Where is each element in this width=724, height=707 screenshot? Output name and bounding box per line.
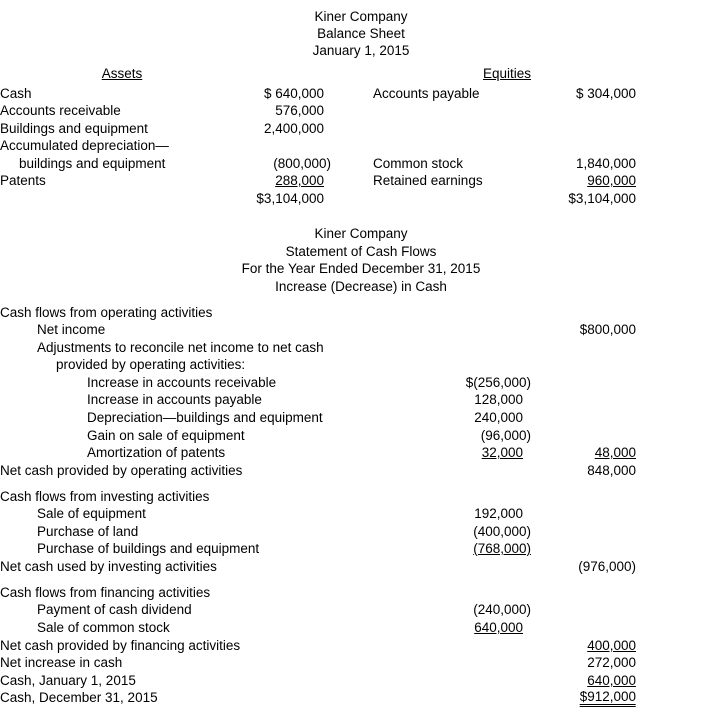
financing-heading: Cash flows from financing activities — [0, 585, 211, 600]
cf-title: Statement of Cash Flows — [285, 244, 437, 259]
cf-company-name: Kiner Company — [314, 226, 408, 241]
investing-item-label: Purchase of land — [37, 524, 139, 539]
operating-item-label: Amortization of patents — [87, 445, 226, 460]
equity-label: Common stock — [373, 156, 464, 171]
cf-period: For the Year Ended December 31, 2015 — [241, 261, 481, 276]
cash-beginning-amount: 640,000 — [587, 673, 636, 688]
asset-amount: $ 640,000 — [263, 86, 324, 101]
investing-item-amount: (400,000) — [473, 524, 531, 539]
operating-item-amount: 32,000 — [481, 445, 523, 460]
financing-item-label: Sale of common stock — [37, 620, 170, 635]
operating-item-amount: 240,000 — [474, 410, 523, 425]
investing-net-amount: (976,000) — [578, 559, 636, 574]
equity-label: Retained earnings — [373, 173, 483, 188]
equity-amount: 1,840,000 — [575, 156, 636, 171]
investing-item-amount: 192,000 — [474, 506, 523, 521]
investing-item-label: Purchase of buildings and equipment — [37, 541, 260, 556]
cash-ending-amount: $912,000 — [580, 690, 636, 707]
cf-subtitle: Increase (Decrease) in Cash — [275, 279, 447, 294]
assets-total: $3,104,000 — [256, 191, 324, 206]
operating-net-label: Net cash provided by operating activities — [0, 463, 243, 478]
adjustments-label: Adjustments to reconcile net income to net cash — [37, 340, 324, 355]
investing-item-amount: (768,000) — [473, 541, 531, 556]
net-income-label: Net income — [37, 322, 106, 337]
assets-heading: Assets — [101, 66, 143, 81]
asset-amount: 288,000 — [275, 173, 324, 188]
equity-amount: $ 304,000 — [575, 86, 636, 101]
asset-label: Accounts receivable — [0, 103, 121, 118]
equities-total: $3,104,000 — [568, 191, 636, 206]
asset-label: buildings and equipment — [19, 156, 166, 171]
financing-item-amount: (240,000) — [473, 602, 531, 617]
net-increase-amount: 272,000 — [587, 655, 636, 670]
operating-item-amount: $(256,000) — [465, 375, 531, 390]
asset-label: Accumulated depreciation— — [0, 138, 169, 153]
asset-label: Patents — [0, 173, 46, 188]
operating-item-label: Gain on sale of equipment — [87, 428, 245, 443]
adjustments-label-cont: provided by operating activities: — [56, 357, 246, 372]
bs-company-name: Kiner Company — [314, 9, 408, 24]
investing-net-label: Net cash used by investing activities — [0, 559, 217, 574]
operating-item-label: Increase in accounts receivable — [87, 375, 277, 390]
cash-beginning-label: Cash, January 1, 2015 — [0, 673, 136, 688]
net-income-amount: $800,000 — [579, 322, 636, 337]
equities-heading: Equities — [482, 66, 532, 81]
bs-title: Balance Sheet — [317, 26, 405, 41]
bs-date: January 1, 2015 — [312, 43, 410, 58]
operating-item-label: Depreciation—buildings and equipment — [87, 410, 323, 425]
financing-item-amount: 640,000 — [474, 620, 523, 635]
asset-amount: (800,000) — [273, 156, 331, 171]
operating-net-amount: 848,000 — [587, 463, 636, 478]
asset-amount: 2,400,000 — [263, 121, 324, 136]
financing-net-amount: 400,000 — [587, 638, 636, 653]
investing-item-label: Sale of equipment — [37, 506, 146, 521]
financing-net-label: Net cash provided by financing activities — [0, 638, 241, 653]
cash-ending-label: Cash, December 31, 2015 — [0, 690, 158, 705]
operating-item-amount: (96,000) — [480, 428, 531, 443]
asset-amount: 576,000 — [275, 103, 324, 118]
net-increase-label: Net increase in cash — [0, 655, 123, 670]
asset-label: Buildings and equipment — [0, 121, 148, 136]
adjustments-total: 48,000 — [594, 445, 636, 460]
operating-heading: Cash flows from operating activities — [0, 305, 213, 320]
operating-item-amount: 128,000 — [474, 392, 523, 407]
equity-amount: 960,000 — [587, 173, 636, 188]
investing-heading: Cash flows from investing activities — [0, 489, 210, 504]
operating-item-label: Increase in accounts payable — [87, 392, 262, 407]
equity-label: Accounts payable — [373, 86, 480, 101]
financing-item-label: Payment of cash dividend — [37, 602, 192, 617]
asset-label: Cash — [0, 86, 32, 101]
